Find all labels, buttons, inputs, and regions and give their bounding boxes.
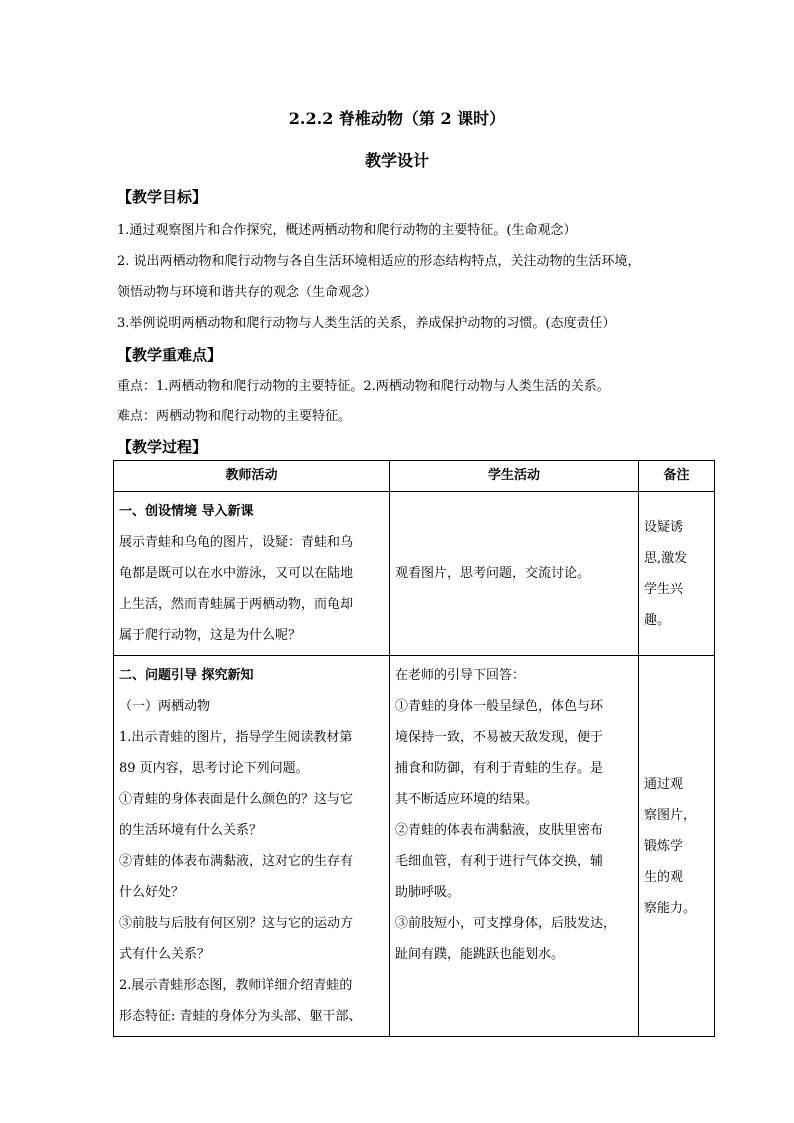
- student-cell: [390, 492, 639, 656]
- text-line: 通过观: [644, 776, 684, 792]
- text-line: 属于爬行动物，这是为什么呢？: [119, 628, 302, 643]
- text-line: 1.出示青蛙的图片，指导学生阅读教材第: [119, 730, 353, 745]
- header-note: 备注: [639, 461, 715, 492]
- text-line: 设疑诱: [644, 519, 684, 535]
- text-line: ①青蛙的身体一般呈绿色，体色与环: [395, 699, 604, 714]
- section-heading-process: 【教学过程】: [117, 438, 208, 456]
- text-line: 形态特征: 青蛙的身体分为头部、躯干部、: [119, 1009, 362, 1024]
- student-cell: [390, 656, 639, 1037]
- process-table: [113, 460, 715, 1037]
- text-line: 式有什么关系？: [119, 947, 211, 962]
- text-line: ③前肢短小，可支撑身体，后肢发达，: [395, 916, 617, 931]
- text-line: ①青蛙的身体表面是什么颜色的？这与它: [119, 792, 354, 807]
- document-subtitle: 教学设计: [364, 151, 429, 170]
- text-line: 龟都是既可以在水中游泳，又可以在陆地: [119, 566, 354, 581]
- text-line: 趾间有蹼，能跳跃也能划水。: [395, 947, 565, 962]
- row-title: 二、问题引导 探究新知: [119, 668, 254, 683]
- text-line: 观看图片，思考问题，交流讨论。: [395, 566, 591, 581]
- row-title: 一、创设情境 导入新课: [119, 504, 254, 519]
- text-line: 2.展示青蛙形态图，教师详细介绍青蛙的: [119, 978, 353, 993]
- key-point-difficult: 难点：两栖动物和爬行动物的主要特征。: [117, 409, 352, 424]
- header-teacher: 教师活动: [114, 461, 390, 492]
- text-line: 锻炼学: [644, 838, 684, 854]
- text-line: ②青蛙的体表布满黏液，这对它的生存有: [119, 854, 354, 869]
- note-cell: [639, 656, 715, 1037]
- text-line: 察能力。: [644, 900, 697, 916]
- section-heading-goals: 【教学目标】: [117, 188, 208, 206]
- text-line: ③前肢与后肢有何区别？这与它的运动方: [119, 916, 354, 931]
- text-line: ②青蛙的体表布满黏液，皮肤里密布: [395, 823, 604, 838]
- teacher-cell: [114, 656, 390, 1037]
- note-cell: [639, 492, 715, 656]
- text-line: 察图片，: [644, 807, 697, 823]
- table-row: [114, 492, 715, 656]
- document-title: 2.2.2 脊椎动物（第 2 课时）: [288, 109, 506, 128]
- text-line: 学生兴: [644, 581, 684, 597]
- text-line: 毛细血管，有利于进行气体交换，辅: [395, 854, 604, 869]
- table-row: [114, 656, 715, 1037]
- text-line: 上生活，然而青蛙属于两栖动物，而龟却: [119, 597, 354, 612]
- text-line: 趣。: [644, 612, 671, 628]
- section-heading-key-points: 【教学重难点】: [117, 346, 223, 364]
- text-line: 助肺呼吸。: [395, 885, 461, 900]
- teacher-cell: [114, 492, 390, 656]
- text-line: 捕食和防御，有利于青蛙的生存。是: [395, 761, 604, 776]
- text-line: 思,激发: [644, 550, 688, 566]
- goal-line-3: 领悟动物与环境和谐共存的观念（生命观念）: [117, 285, 378, 300]
- text-line: 89 页内容，思考讨论下列问题。: [119, 761, 309, 776]
- text-line: 境保持一致，不易被天敌发现，便于: [395, 730, 604, 745]
- text-line: 什么好处？: [119, 885, 185, 900]
- header-student: 学生活动: [390, 461, 639, 492]
- text-line: 的生活环境有什么关系？: [119, 823, 263, 838]
- text-line: 生的观: [644, 869, 684, 885]
- goal-line-1: 1.通过观察图片和合作探究，概述两栖动物和爬行动物的主要特征。(生命观念）: [117, 223, 577, 238]
- table-header-row: [114, 461, 715, 492]
- goal-line-2: 2. 说出两栖动物和爬行动物与各自生活环境相适应的形态结构特点，关注动物的生活环境，: [117, 254, 641, 269]
- text-line: 其不断适应环境的结果。: [395, 792, 539, 807]
- text-line: （一）两栖动物: [119, 699, 211, 714]
- goal-line-4: 3.举例说明两栖动物和爬行动物与人类生活的关系，养成保护动物的习惯。(态度责任）: [117, 316, 616, 331]
- text-line: 展示青蛙和乌龟的图片，设疑：青蛙和乌: [119, 535, 354, 550]
- text-line: 在老师的引导下回答：: [395, 668, 526, 683]
- key-point-important: 重点：1.两栖动物和爬行动物的主要特征。2.两栖动物和爬行动物与人类生活的关系。: [117, 379, 610, 394]
